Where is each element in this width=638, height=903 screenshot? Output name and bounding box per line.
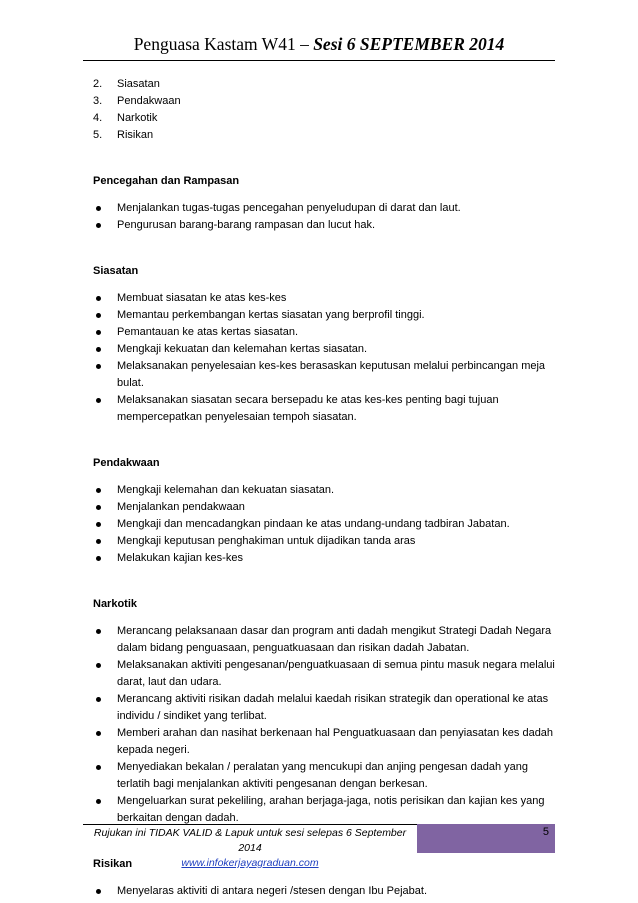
bullet-list-siasatan (93, 290, 563, 426)
numbered-list (93, 76, 563, 144)
list-item: 4. Narkotik (93, 112, 158, 124)
list-item: 2. Siasatan (93, 78, 160, 90)
bullet-list-pencegahan (93, 200, 563, 234)
header-session: Sesi 6 SEPTEMBER 2014 (313, 34, 505, 54)
list-item: Melakukan kajian kes-kes (93, 550, 563, 567)
header-divider (83, 60, 555, 61)
list-item: Pengurusan barang-barang rampasan dan lucut hak. (93, 217, 563, 234)
list-item: Memberi arahan dan nasihat berkenaan hal Penguatkuasaan dan penyiasatan kes dadah kepada negeri. (93, 725, 563, 759)
list-item: Mengkaji kekuatan dan kelemahan kertas siasatan. (93, 341, 563, 358)
list-item: Merancang pelaksanaan dasar dan program anti dadah mengikut Strategi Dadah Negara dalam bidang penguasaan, penguatkuasaan dan risikan dadah Jabatan. (93, 623, 563, 657)
page-header (0, 34, 638, 55)
bullet-list-pendakwaan (93, 482, 563, 567)
page-content (93, 76, 563, 900)
list-item: Melaksanakan aktiviti pengesanan/penguatkuasaan di semua pintu masuk negara melalui darat, laut dan udara. (93, 657, 563, 691)
section-title-risikan: Risikan (93, 858, 133, 870)
list-item: 5. Risikan (93, 129, 154, 141)
page-footer (83, 826, 417, 871)
bullet-list-narkotik (93, 623, 563, 827)
page-number-box (417, 824, 555, 853)
list-item: Menyelaras aktiviti di antara negeri /stesen dengan Ibu Pejabat. (93, 883, 563, 900)
list-item: Merancang aktiviti risikan dadah melalui kaedah risikan strategik dan operational ke atas individu / sindiket yang terlibat. (93, 691, 563, 725)
bullet-list-risikan (93, 883, 563, 900)
footer-note: Rujukan ini TIDAK VALID & Lapuk untuk sesi selepas 6 September 2014 (93, 827, 407, 854)
list-item: Melaksanakan penyelesaian kes-kes berasaskan keputusan melalui perbincangan meja bulat. (93, 358, 563, 392)
list-item: Membuat siasatan ke atas kes-kes (93, 290, 563, 307)
section-title-pencegahan: Pencegahan dan Rampasan (93, 175, 240, 187)
list-item: Menjalankan pendakwaan (93, 499, 563, 516)
list-item: Mengkaji kelemahan dan kekuatan siasatan. (93, 482, 563, 499)
header-title: Penguasa Kastam W41 – (133, 34, 314, 54)
page-number: 5 (542, 826, 549, 838)
footer-link[interactable]: www.infokerjayagraduan.com (181, 857, 319, 869)
list-item: Mengkaji keputusan penghakiman untuk dijadikan tanda aras (93, 533, 563, 550)
list-item: Pemantauan ke atas kertas siasatan. (93, 324, 563, 341)
list-item: Melaksanakan siasatan secara bersepadu ke atas kes-kes penting bagi tujuan mempercepatkan penyelesaian tempoh siasatan. (93, 392, 563, 426)
list-item: Mengkaji dan mencadangkan pindaan ke atas undang-undang tadbiran Jabatan. (93, 516, 563, 533)
list-item: Menjalankan tugas-tugas pencegahan penyeludupan di darat dan laut. (93, 200, 563, 217)
section-title-siasatan: Siasatan (93, 265, 139, 277)
section-title-pendakwaan: Pendakwaan (93, 457, 160, 469)
section-title-narkotik: Narkotik (93, 598, 138, 610)
list-item: Menyediakan bekalan / peralatan yang mencukupi dan anjing pengesan dadah yang terlatih bagi menjalankan aktiviti pengesanan dengan berkesan. (93, 759, 563, 793)
list-item: Mengeluarkan surat pekeliling, arahan berjaga-jaga, notis perisikan dan kajian kes yang berkaitan dengan dadah. (93, 793, 563, 827)
list-item: 3. Pendakwaan (93, 95, 181, 107)
list-item: Memantau perkembangan kertas siasatan yang berprofil tinggi. (93, 307, 563, 324)
